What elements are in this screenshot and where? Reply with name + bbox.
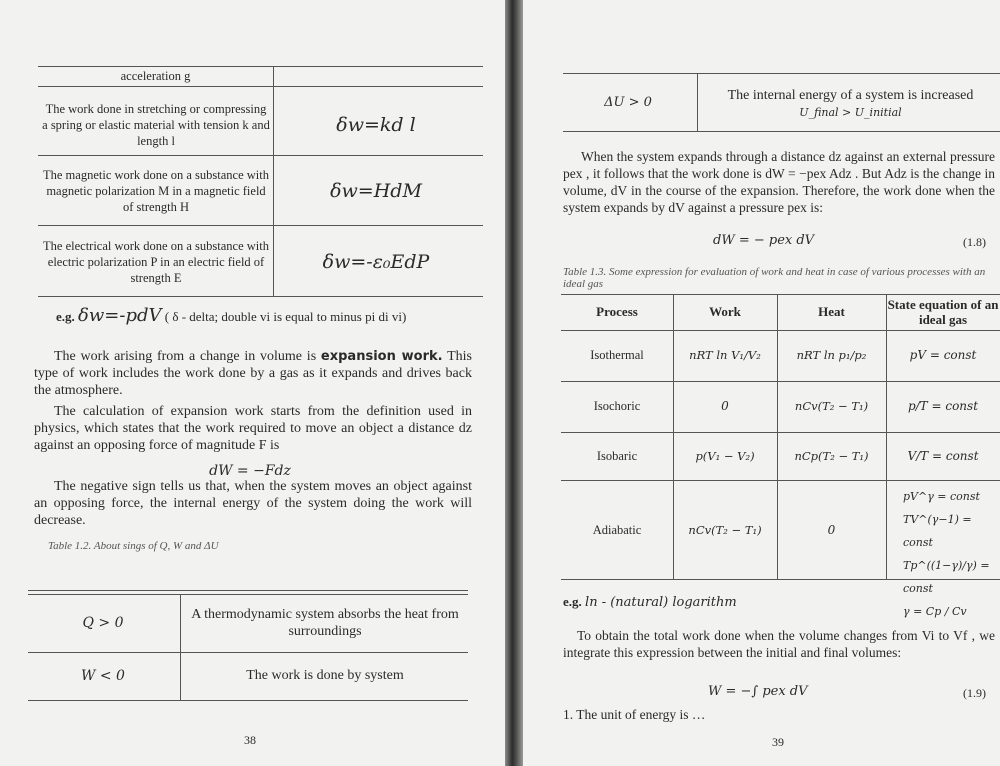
table-rule — [38, 155, 483, 156]
table-caption: Table 1.2. About sings of Q, W and ΔU — [48, 540, 219, 552]
eg-text: ln - (natural) logarithm — [585, 595, 737, 610]
table-caption: Table 1.3. Some expression for evaluation of work and heat in case of various processes with an ideal gas — [563, 266, 986, 290]
table-cell-desc: The work done in stretching or compressing a spring or elastic material with tension k and length l — [42, 102, 270, 148]
work-isobaric: p(V₁ − V₂) — [695, 449, 755, 463]
equation-1-8: dW = − pex dV — [713, 233, 815, 248]
table-rule — [38, 86, 483, 87]
state-line: TV^(γ−1) = const — [903, 513, 972, 549]
table-cell-desc: The magnetic work done on a substance with magnetic polarization M in a magnetic field of strength H — [43, 168, 269, 214]
equation-dW: dW = −Fdz — [209, 463, 291, 479]
state-isothermal: pV = const — [909, 348, 977, 362]
delta-u-meaning: The internal energy of a system is increased — [727, 88, 974, 103]
table-rule — [561, 480, 1000, 481]
table-rule — [38, 296, 483, 297]
eg-note: ( δ - delta; double vi is equal to minus pi di vi) — [164, 309, 407, 324]
table-rule — [561, 381, 1000, 382]
table-cell-formula: δw=HdM — [330, 180, 422, 202]
heat-adiabatic: 0 — [827, 523, 836, 537]
eg-line — [56, 305, 476, 326]
state-isobaric: V/T = const — [907, 449, 979, 463]
table-rule — [561, 432, 1000, 433]
page-number: 39 — [772, 735, 784, 749]
state-adiabatic — [903, 485, 999, 623]
table-cell-desc: The electrical work done on a substance with electric polarization P in an electric field of strength E — [43, 239, 269, 285]
state-isochoric: p/T = const — [907, 399, 979, 413]
table-rule — [28, 700, 468, 701]
equation-number: (1.8) — [963, 235, 986, 249]
paragraph-total-work: To obtain the total work done when the volume changes from Vi to Vf , we integrate this expression between the initial and final volumes: — [563, 628, 995, 660]
sign-meaning: A thermodynamic system absorbs the heat from surroundings — [191, 607, 459, 639]
table-cell-formula: δw=-ε₀EdP — [322, 251, 430, 273]
heat-isobaric: nCp(T₂ − T₁) — [794, 449, 869, 463]
paragraph-expansion: When the system expands through a distance dz against an external pressure pex , it follows that the work done is dW = −pex Adz . But Adz is the change in volume, dV in the course of the expansion. Therefore, the work done when the system expands by dV against a pressure pex is: — [563, 149, 995, 215]
right-page — [523, 0, 1000, 766]
process-isothermal: Isothermal — [590, 347, 644, 362]
question-1: 1. The unit of energy is … — [563, 707, 706, 722]
eg-label: e.g. — [563, 594, 582, 609]
book-gutter — [505, 0, 523, 766]
equation-1-9: W = −∫ pex dV — [708, 684, 808, 699]
term-expansion-work: expansion work. — [320, 349, 443, 364]
table-cell-formula: δw=kd l — [336, 114, 416, 136]
state-line: pV^γ = const — [903, 490, 980, 503]
paragraph-calculation: The calculation of expansion work starts from the definition used in physics, which states that the work required to move an object a distance dz against an opposing force of magnitude F is — [34, 404, 472, 453]
table-rule — [561, 579, 1000, 580]
table-rule — [38, 225, 483, 226]
header-process: Process — [596, 304, 638, 319]
table-divider — [273, 66, 274, 296]
eg-formula: δw=-pdV — [78, 305, 162, 326]
table-rule — [563, 73, 1000, 74]
state-line: γ = Cp / Cv — [903, 605, 967, 618]
delta-u-sub: U_final > U_initial — [799, 106, 902, 119]
work-adiabatic: nCv(T₂ − T₁) — [688, 523, 762, 537]
table-rule — [28, 594, 468, 595]
eg-label: e.g. — [56, 309, 75, 324]
sign-cell: W < 0 — [81, 668, 125, 684]
equation-number: (1.9) — [963, 686, 986, 700]
table-rule — [561, 330, 1000, 331]
table-rule — [561, 294, 1000, 295]
paragraph-negative-sign: The negative sign tells us that, when the system moves an object against an opposing force, the internal energy of the system doing the work will decrease. — [34, 479, 472, 528]
heat-isothermal: nRT ln p₁/p₂ — [796, 348, 867, 362]
delta-u-cell: ΔU > 0 — [604, 94, 652, 110]
table-cell-desc: acceleration g — [120, 68, 191, 83]
sign-cell: Q > 0 — [82, 615, 124, 631]
header-heat: Heat — [818, 304, 845, 319]
work-isothermal: nRT ln V₁/V₂ — [689, 348, 761, 362]
work-isochoric: 0 — [721, 399, 729, 413]
table-divider — [697, 73, 698, 131]
eg-line — [563, 594, 737, 610]
sign-meaning: The work is done by system — [246, 668, 404, 683]
process-isochoric: Isochoric — [593, 398, 641, 413]
header-state: State equation of an ideal gas — [887, 297, 999, 327]
heat-isochoric: nCv(T₂ − T₁) — [794, 399, 869, 413]
paragraph-expansion-work: The work arising from a change in volume is expansion work. This type of work includes the work done by a gas as it expands and drives back the atmosphere. — [34, 349, 472, 398]
table-rule — [28, 652, 468, 653]
page-number: 38 — [244, 733, 256, 747]
table-rule — [563, 131, 1000, 132]
table-divider — [180, 594, 181, 700]
table-rule — [28, 590, 468, 591]
state-line: Tp^((1−γ)/γ) = const — [903, 559, 990, 595]
header-work: Work — [709, 304, 741, 319]
process-isobaric: Isobaric — [596, 448, 638, 463]
process-adiabatic: Adiabatic — [592, 522, 642, 537]
